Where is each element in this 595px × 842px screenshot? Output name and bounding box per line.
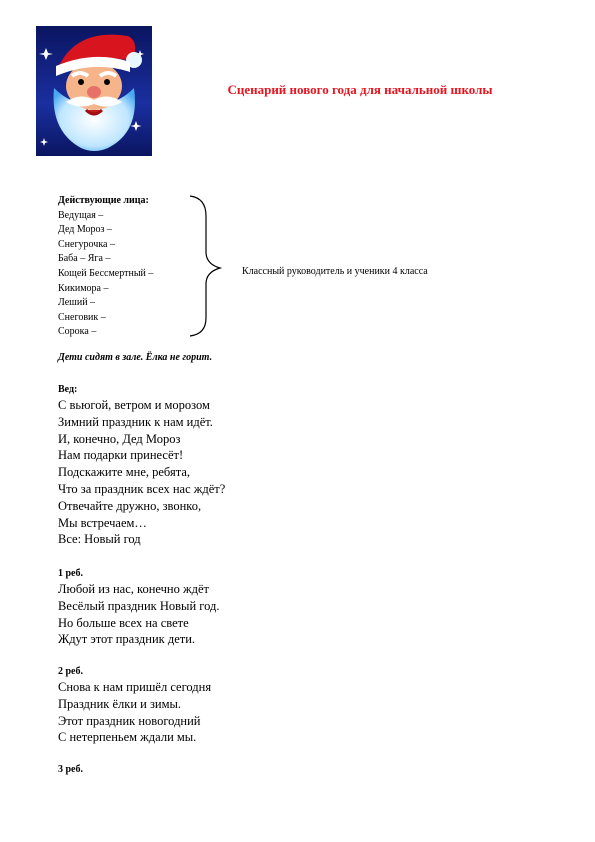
cast-list xyxy=(58,194,153,340)
curly-brace xyxy=(186,194,226,343)
speaker-label: 3 реб. xyxy=(58,764,83,775)
cast-role: Дед Мороз – xyxy=(58,224,112,236)
cast-role: Баба – Яга – xyxy=(58,253,111,265)
cast-role: Ведущая – xyxy=(58,209,104,221)
cast-role: Кощей Бессмертный – xyxy=(58,267,154,279)
verse-line: Нам подарки принесёт! xyxy=(58,448,184,463)
cast-role: Снеговик – xyxy=(58,311,106,323)
cast-role: Кикимора – xyxy=(58,282,109,294)
verse xyxy=(58,581,219,648)
verse-line: Этот праздник новогодний xyxy=(58,713,201,728)
verse-line: Ждут этот праздник дети. xyxy=(58,632,196,647)
stage-direction: Дети сидят в зале. Ёлка не горит. xyxy=(58,352,213,363)
verse-line: Весёлый праздник Новый год. xyxy=(58,598,220,613)
verse-line: Все: Новый год xyxy=(58,532,141,547)
verse-line: С нетерпеньем ждали мы. xyxy=(58,730,197,745)
document-title: Сценарий нового года для начальной школы xyxy=(227,82,493,97)
verse-line: Отвечайте дружно, звонко, xyxy=(58,498,202,513)
verse-line: И, конечно, Дед Мороз xyxy=(58,431,181,446)
verse-line: Подскажите мне, ребята, xyxy=(58,465,191,480)
verse-line: Мы встречаем… xyxy=(58,515,147,530)
santa-claus-illustration xyxy=(36,26,152,156)
verse xyxy=(58,397,225,548)
speaker-label: 1 реб. xyxy=(58,568,83,579)
verse-line: Но больше всех на свете xyxy=(58,615,189,630)
verse-line: С вьюгой, ветром и морозом xyxy=(58,398,210,412)
cast-role: Сорока – xyxy=(58,326,97,338)
verse-line: Зимний праздник к нам идёт. xyxy=(58,414,213,429)
verse xyxy=(58,679,211,746)
verse-line: Снова к нам пришёл сегодня xyxy=(58,680,212,694)
cast-role: Снегурочка – xyxy=(58,238,115,250)
verse-line: Что за праздник всех нас ждёт? xyxy=(58,481,226,496)
verse-line: Праздник ёлки и зимы. xyxy=(58,696,182,711)
verse-line: Любой из нас, конечно ждёт xyxy=(58,582,210,596)
cast-heading: Действующие лица: xyxy=(58,195,149,206)
cast-performers: Классный руководитель и ученики 4 класса xyxy=(242,266,428,277)
speaker-label: Вед: xyxy=(58,384,78,395)
speaker-label: 2 реб. xyxy=(58,666,83,677)
cast-role: Леший – xyxy=(58,297,96,309)
